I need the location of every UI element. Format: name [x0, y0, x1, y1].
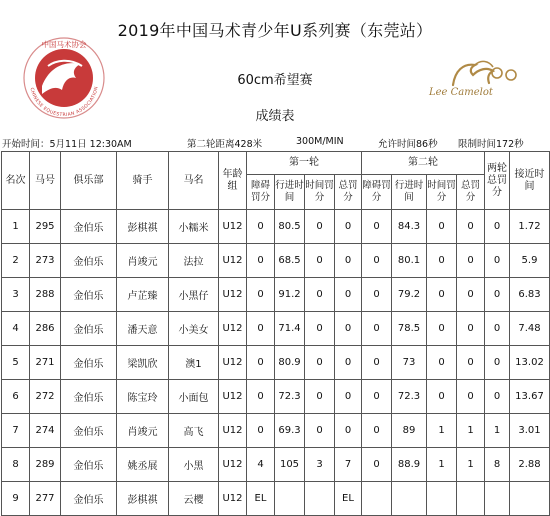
- cell-closest: 1.72: [510, 210, 550, 244]
- col-r2-time-penalty: 时间罚分: [427, 175, 457, 210]
- cell-rank: 8: [2, 448, 30, 482]
- cell-rider: 彭棋祺: [117, 210, 169, 244]
- cell-two-total: 8: [485, 448, 510, 482]
- cell-closest: 7.48: [510, 312, 550, 346]
- cell-rider: 卢芷臻: [117, 278, 169, 312]
- cell-r2-obs: 0: [362, 346, 392, 380]
- cell-r2-obs: 0: [362, 278, 392, 312]
- cell-r2-tp: 0: [427, 244, 457, 278]
- cell-r1-obs: 0: [247, 278, 275, 312]
- col-r1-time: 行进时间: [275, 175, 305, 210]
- cell-r2-tp: 1: [427, 414, 457, 448]
- cell-r1-time: 91.2: [275, 278, 305, 312]
- cell-r2-tp: 0: [427, 380, 457, 414]
- cell-two-total: 0: [485, 380, 510, 414]
- col-two-round-total: 两轮总罚分: [485, 152, 510, 210]
- cell-horse-no: 288: [30, 278, 61, 312]
- cell-horse-no: 295: [30, 210, 61, 244]
- cell-r1-time: 80.5: [275, 210, 305, 244]
- cell-horse: 小面包: [169, 380, 219, 414]
- cell-closest: 5.9: [510, 244, 550, 278]
- cell-closest: 13.67: [510, 380, 550, 414]
- cell-horse-no: 277: [30, 482, 61, 516]
- cell-age: U12: [219, 414, 247, 448]
- cell-r2-obs: 0: [362, 380, 392, 414]
- cell-r2-time: 88.9: [392, 448, 427, 482]
- cell-horse: 法拉: [169, 244, 219, 278]
- cell-age: U12: [219, 380, 247, 414]
- col-round1: 第一轮: [247, 152, 362, 175]
- cell-two-total: 0: [485, 278, 510, 312]
- cell-r1-obs: 0: [247, 210, 275, 244]
- cell-r2-time: 73: [392, 346, 427, 380]
- col-r1-obstacle: 障碍罚分: [247, 175, 275, 210]
- cell-r2-tp: 0: [427, 312, 457, 346]
- cell-horse-no: 289: [30, 448, 61, 482]
- cell-rider: 梁凯欣: [117, 346, 169, 380]
- cell-rank: 7: [2, 414, 30, 448]
- cell-r2-total: 1: [457, 448, 485, 482]
- cell-two-total: 0: [485, 244, 510, 278]
- cell-r2-total: 1: [457, 414, 485, 448]
- cell-r2-time: 78.5: [392, 312, 427, 346]
- cell-r1-total: 0: [335, 312, 362, 346]
- cell-horse-no: 272: [30, 380, 61, 414]
- cell-r2-tp: 0: [427, 210, 457, 244]
- cell-r1-obs: 0: [247, 380, 275, 414]
- cell-r1-time: 80.9: [275, 346, 305, 380]
- cell-horse: 小黑: [169, 448, 219, 482]
- cell-rank: 9: [2, 482, 30, 516]
- cell-r1-total: 0: [335, 414, 362, 448]
- document-header: [0, 0, 550, 133]
- cell-two-total: 0: [485, 210, 510, 244]
- cell-r2-obs: 0: [362, 414, 392, 448]
- lee-camelot-text: Lee Camelot: [429, 87, 493, 98]
- cell-r2-total: 0: [457, 278, 485, 312]
- cell-r2-tp: 0: [427, 346, 457, 380]
- cell-horse-no: 271: [30, 346, 61, 380]
- cell-r1-total: 0: [335, 346, 362, 380]
- cell-age: U12: [219, 312, 247, 346]
- cell-rider: 肖竣元: [117, 244, 169, 278]
- cell-closest: 6.83: [510, 278, 550, 312]
- lee-camelot-logo: [423, 57, 531, 107]
- cell-two-total: 0: [485, 312, 510, 346]
- table-row: [2, 346, 550, 380]
- allowed-time: 允许时间86秒: [378, 139, 438, 150]
- cell-r1-tp: 0: [305, 380, 335, 414]
- cell-r1-obs: 0: [247, 244, 275, 278]
- cell-r2-obs: 0: [362, 448, 392, 482]
- cell-r2-tp: 0: [427, 278, 457, 312]
- col-rank: 名次: [2, 152, 30, 210]
- cell-r2-total: 0: [457, 210, 485, 244]
- cell-r1-time: 69.3: [275, 414, 305, 448]
- cell-horse: 小糯米: [169, 210, 219, 244]
- table-row: [2, 244, 550, 278]
- cea-logo-text: 中国马术协会: [41, 40, 87, 49]
- cell-r2-tp: 1: [427, 448, 457, 482]
- cell-r1-obs: 0: [247, 312, 275, 346]
- table-row: [2, 482, 550, 516]
- cell-r2-total: 0: [457, 380, 485, 414]
- cell-closest: [510, 482, 550, 516]
- cell-club: 金伯乐: [61, 210, 117, 244]
- cell-r2-total: [457, 482, 485, 516]
- page-title: 2019年中国马术青少年U系列赛（东莞站）: [117, 21, 433, 40]
- cell-club: 金伯乐: [61, 414, 117, 448]
- cell-rank: 1: [2, 210, 30, 244]
- cell-horse-no: 273: [30, 244, 61, 278]
- cell-r1-total: 0: [335, 380, 362, 414]
- cell-age: U12: [219, 346, 247, 380]
- cell-closest: 3.01: [510, 414, 550, 448]
- col-club: 俱乐部: [61, 152, 117, 210]
- cell-rank: 5: [2, 346, 30, 380]
- cell-r1-total: EL: [335, 482, 362, 516]
- cell-club: 金伯乐: [61, 244, 117, 278]
- cell-r1-time: 71.4: [275, 312, 305, 346]
- table-row: [2, 380, 550, 414]
- cell-r2-obs: 0: [362, 312, 392, 346]
- table-row: [2, 312, 550, 346]
- cell-rank: 6: [2, 380, 30, 414]
- cell-horse: 小美女: [169, 312, 219, 346]
- cell-club: 金伯乐: [61, 278, 117, 312]
- table-row: [2, 448, 550, 482]
- cell-horse: 高飞: [169, 414, 219, 448]
- table-row: [2, 278, 550, 312]
- cell-r1-tp: 0: [305, 278, 335, 312]
- cell-r2-total: 0: [457, 346, 485, 380]
- cell-club: 金伯乐: [61, 346, 117, 380]
- speed: 300M/MIN: [296, 136, 344, 147]
- cell-r2-obs: 0: [362, 210, 392, 244]
- cell-age: U12: [219, 278, 247, 312]
- round2-distance: 第二轮距离428米: [187, 139, 263, 150]
- col-r2-obstacle: 障碍罚分: [362, 175, 392, 210]
- cell-club: 金伯乐: [61, 312, 117, 346]
- cell-two-total: [485, 482, 510, 516]
- cell-r1-tp: 0: [305, 312, 335, 346]
- cell-r2-obs: [362, 482, 392, 516]
- cell-r1-tp: 0: [305, 346, 335, 380]
- cell-r2-time: 89: [392, 414, 427, 448]
- cell-r2-time: 80.1: [392, 244, 427, 278]
- cell-horse: 小黑仔: [169, 278, 219, 312]
- cell-closest: 13.02: [510, 346, 550, 380]
- limit-time: 限制时间172秒: [458, 139, 524, 150]
- cell-r1-time: 68.5: [275, 244, 305, 278]
- cell-age: U12: [219, 482, 247, 516]
- table-row: [2, 210, 550, 244]
- cell-r1-obs: 0: [247, 346, 275, 380]
- cell-r1-tp: 0: [305, 244, 335, 278]
- cell-club: 金伯乐: [61, 380, 117, 414]
- cell-r1-total: 0: [335, 244, 362, 278]
- competition-info: [0, 134, 550, 150]
- col-round2: 第二轮: [362, 152, 485, 175]
- cell-r1-obs: 0: [247, 414, 275, 448]
- svg-text:CHINESE EQUESTRIAN ASSOCIATION: CHINESE EQUESTRIAN ASSOCIATION: [28, 85, 100, 119]
- cell-r2-time: [392, 482, 427, 516]
- col-horse-name: 马名: [169, 152, 219, 210]
- cell-r2-time: 84.3: [392, 210, 427, 244]
- col-rider: 骑手: [117, 152, 169, 210]
- cell-r1-time: 72.3: [275, 380, 305, 414]
- cell-r1-total: 0: [335, 210, 362, 244]
- cell-rider: 肖竣元: [117, 414, 169, 448]
- cell-rank: 3: [2, 278, 30, 312]
- cell-rank: 4: [2, 312, 30, 346]
- cell-age: U12: [219, 448, 247, 482]
- cell-r2-total: 0: [457, 312, 485, 346]
- cell-r1-total: 0: [335, 278, 362, 312]
- event-name: 60cm希望赛: [237, 73, 313, 88]
- table-row: [2, 414, 550, 448]
- cell-r2-tp: [427, 482, 457, 516]
- cell-r1-tp: 0: [305, 414, 335, 448]
- cell-r1-tp: [305, 482, 335, 516]
- cell-age: U12: [219, 210, 247, 244]
- cell-r1-time: 105: [275, 448, 305, 482]
- col-r1-total: 总罚分: [335, 175, 362, 210]
- col-age-group: 年龄组: [219, 152, 247, 210]
- cell-closest: 2.88: [510, 448, 550, 482]
- cell-two-total: 1: [485, 414, 510, 448]
- cell-rider: 姚丞展: [117, 448, 169, 482]
- cell-age: U12: [219, 244, 247, 278]
- cell-r1-tp: 0: [305, 210, 335, 244]
- cell-r1-obs: EL: [247, 482, 275, 516]
- cell-r1-tp: 3: [305, 448, 335, 482]
- cell-rider: 彭棋祺: [117, 482, 169, 516]
- cell-r2-obs: 0: [362, 244, 392, 278]
- cell-horse-no: 274: [30, 414, 61, 448]
- cell-r1-obs: 4: [247, 448, 275, 482]
- cell-club: 金伯乐: [61, 482, 117, 516]
- results-label: 成绩表: [255, 109, 295, 124]
- cell-r1-total: 7: [335, 448, 362, 482]
- start-time: 开始时间：5月11日 12:30AM: [2, 139, 132, 150]
- col-closest-time: 接近时间: [510, 152, 550, 210]
- col-r2-total: 总罚分: [457, 175, 485, 210]
- results-table: [1, 151, 550, 516]
- cell-r1-time: [275, 482, 305, 516]
- cell-r2-time: 72.3: [392, 380, 427, 414]
- cell-rank: 2: [2, 244, 30, 278]
- cell-rider: 潘天意: [117, 312, 169, 346]
- results-body: [2, 210, 550, 516]
- cell-r2-total: 0: [457, 244, 485, 278]
- cell-r2-time: 79.2: [392, 278, 427, 312]
- cell-horse: 云樱: [169, 482, 219, 516]
- cell-horse-no: 286: [30, 312, 61, 346]
- cell-rider: 陈宝玲: [117, 380, 169, 414]
- col-horse-no: 马号: [30, 152, 61, 210]
- col-r1-time-penalty: 时间罚分: [305, 175, 335, 210]
- cell-club: 金伯乐: [61, 448, 117, 482]
- cell-two-total: 0: [485, 346, 510, 380]
- cell-horse: 澳1: [169, 346, 219, 380]
- col-r2-time: 行进时间: [392, 175, 427, 210]
